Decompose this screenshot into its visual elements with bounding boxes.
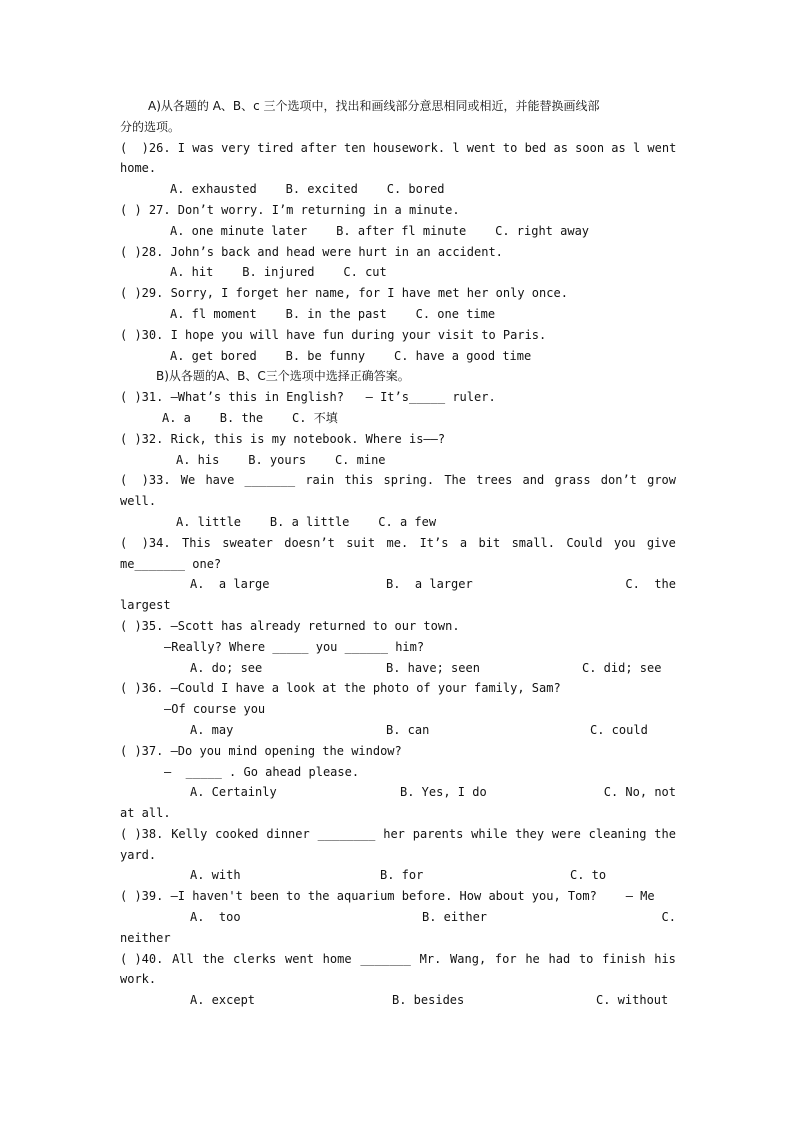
option-c: C. No, not [603,785,676,800]
word: for [494,951,517,966]
question-40 [120,949,676,970]
option-a: A. do; see [190,660,263,675]
word: give [646,535,676,550]
word: We [180,473,196,488]
exercise-content [120,96,676,1011]
word: ( )38. [120,826,164,841]
option-b: B. for [380,868,424,883]
question-30-options: A. get bored B. be funny C. have a good time [170,348,532,363]
word: her [383,826,405,841]
question-32-options: A. his B. yours C. mine [176,452,386,467]
word: were [551,826,581,841]
word: _______ [244,473,296,488]
word: All [172,951,194,966]
word: Kelly [171,826,208,841]
question-31: ( )31. —What’s this in English? — It’s_____ ruler. [120,390,496,405]
word: suit [346,535,376,550]
word: clerks [232,951,277,966]
question-26-options: A. exhausted B. excited C. bored [170,182,445,197]
word: have [205,473,235,488]
question-36-dialog: —Of course you [164,702,266,717]
option-b: B. besides [392,993,465,1008]
question-38 [120,824,676,845]
question-30: ( )30. I hope you will have fun during your visit to Paris. [120,327,547,342]
word: _______ [360,951,411,966]
option-a: A. may [190,722,234,737]
word: bit [478,535,501,550]
question-32: ( )32. Rick, this is my notebook. Where is——? [120,431,446,446]
question-28: ( )28. John’s back and head were hurt in an accident. [120,244,503,259]
option-c: C. to [570,868,607,883]
option-c: C. could [590,722,648,737]
option-c: C. [661,910,676,925]
question-31-options: A. a B. the C. 不填 [162,410,338,425]
option-a: A. too [190,910,241,925]
question-34 [120,533,676,554]
question-34-options [120,574,676,595]
word: grow [647,473,676,488]
question-27: ( ) 27. Don’t worry. I’m returning in a minute. [120,202,460,217]
option-a: A. except [190,993,256,1008]
word: you [613,535,636,550]
word: me. [386,535,409,550]
word: don’t [600,473,637,488]
word: parents [412,826,464,841]
question-40-options [120,990,676,1011]
word: to [578,951,594,966]
word: Could [566,535,603,550]
word: went [285,951,314,966]
question-37-options [120,782,676,803]
word: This [181,535,211,550]
word: ( )40. [120,951,164,966]
option-c: C. the [625,577,676,592]
word: his [654,951,676,966]
option-b: B. have; seen [386,660,480,675]
question-37: ( )37. —Do you mind opening the window? [120,743,402,758]
option-a: A. Certainly [190,785,277,800]
word: had [548,951,571,966]
question-29: ( )29. Sorry, I forget her name, for I have met her only once. [120,286,568,301]
word: trees [476,473,513,488]
question-33 [120,470,676,491]
question-26-wrap: home. [120,161,157,176]
question-38-wrap: yard. [120,847,157,862]
word: they [515,826,545,841]
option-a: A. a large [190,577,270,592]
question-36: ( )36. —Could I have a look at the photo of your family, Sam? [120,681,561,696]
question-35: ( )35. —Scott has already returned to our town. [120,618,460,633]
option-a: A. with [190,868,241,883]
word: rain [305,473,335,488]
question-34-wrap: me_______ one? [120,556,222,571]
word: ________ [317,826,376,841]
word: he [525,951,540,966]
question-38-options [120,865,676,886]
question-34-options-wrap: largest [120,598,171,613]
word: dinner [266,826,310,841]
section-a-title: A)从各题的 A、B、c 三个选项中，找出和画线部分意思相同或相近，并能替换画线部 [148,99,600,113]
option-b: B. either [422,910,488,925]
word: finish [602,951,646,966]
question-37-options-wrap: at all. [120,806,171,821]
question-39: ( )39. —I haven't been to the aquarium before. How about you, Tom? — Me [120,889,655,904]
word: the [202,951,225,966]
word: spring. [383,473,435,488]
word: Wang, [450,951,487,966]
word: the [654,826,676,841]
word: cleaning [588,826,647,841]
option-b: B. Yes, I do [400,785,487,800]
word: and [522,473,545,488]
word: ( )34. [120,535,171,550]
word: while [471,826,508,841]
question-39-options [120,907,676,928]
word: small. [511,535,555,550]
question-35-options [120,658,676,679]
question-29-options: A. fl moment B. in the past C. one time [170,306,496,321]
section-b-title: B)从各题的A、B、C三个选项中选择正确答案。 [156,369,410,384]
option-b: B. a larger [386,577,473,592]
section-a-title-cont: 分的选项。 [120,119,181,134]
word: The [444,473,467,488]
option-c: C. without [596,993,669,1008]
question-33-options: A. little B. a little C. a few [176,514,437,529]
word: It’s [419,535,449,550]
question-37-dialog: — _____ . Go ahead please. [164,764,360,779]
word: grass [554,473,591,488]
word: home [322,951,352,966]
word: Mr. [419,951,442,966]
question-36-options [120,720,676,741]
word: cooked [215,826,259,841]
word: ( )33. [120,473,171,488]
question-28-options: A. hit B. injured C. cut [170,265,387,280]
word: sweater [222,535,273,550]
question-39-options-wrap: neither [120,930,171,945]
word: a [459,535,468,550]
word: doesn’t [284,535,335,550]
word: this [344,473,374,488]
option-b: B. can [386,722,430,737]
question-40-wrap: work. [120,972,157,987]
question-35-dialog: —Really? Where _____ you ______ him? [164,639,425,654]
question-33-wrap: well. [120,494,157,509]
question-27-options: A. one minute later B. after fl minute C. right away [170,223,590,238]
question-26: ( )26. I was very tired after ten housework. l went to bed as soon as l went [120,140,677,155]
option-c: C. did; see [582,660,662,675]
